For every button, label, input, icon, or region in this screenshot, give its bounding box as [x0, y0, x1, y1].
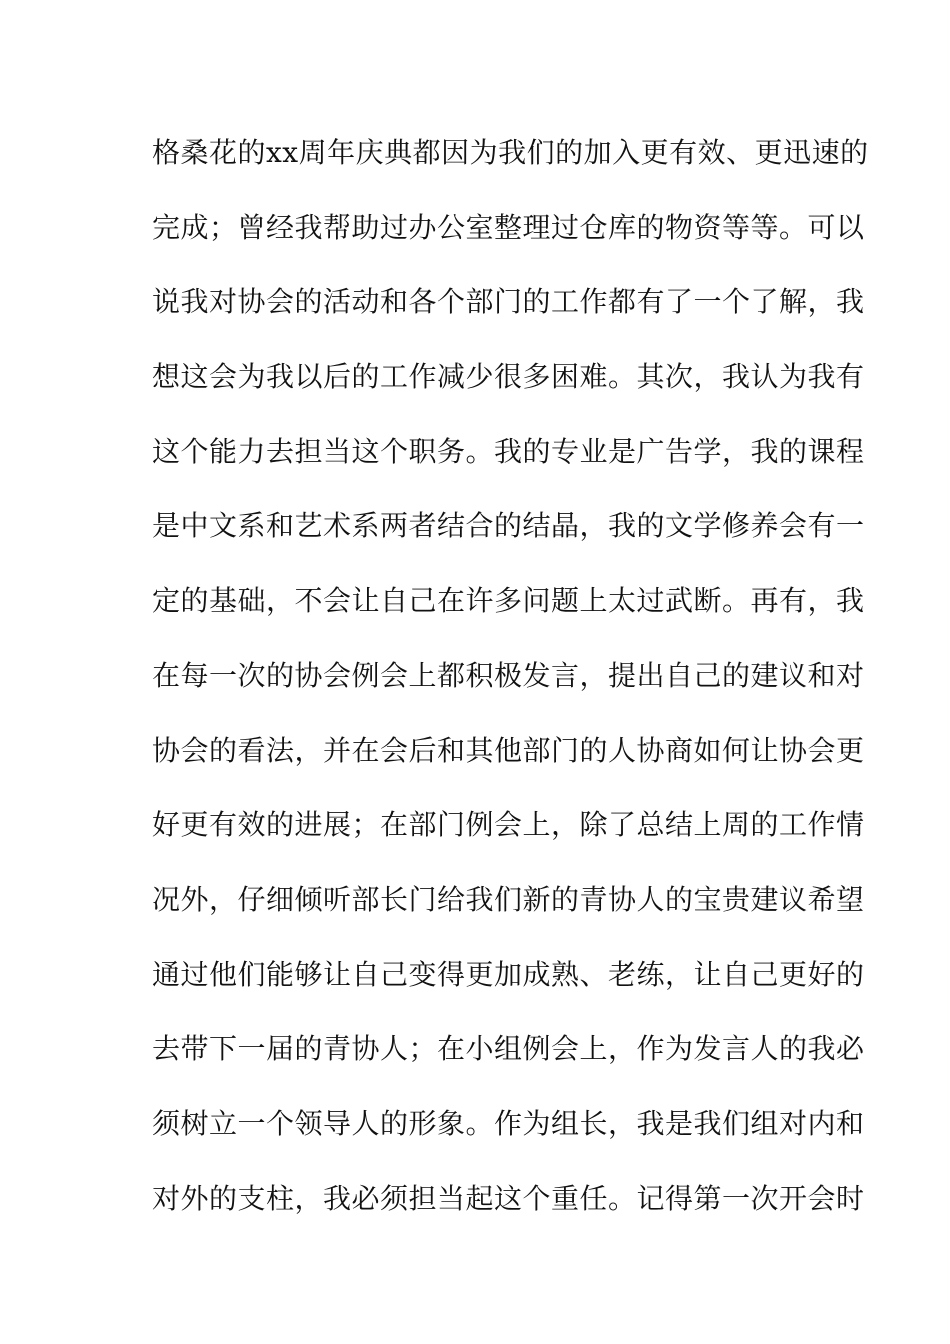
text-line: 须树立一个领导人的形象。作为组长，我是我们组对内和 [152, 1106, 865, 1140]
text-line: 通过他们能够让自己变得更加成熟、老练，让自己更好的 [152, 957, 865, 991]
text-line: 格桑花的xx周年庆典都因为我们的加入更有效、更迅速的 [152, 136, 869, 169]
text-line: 好更有效的进展；在部门例会上，除了总结上周的工作情 [152, 808, 865, 842]
text-line: 完成；曾经我帮助过办公室整理过仓库的物资等等。可以 [152, 210, 865, 244]
text-line: 想这会为我以后的工作减少很多困难。其次，我认为我有 [152, 360, 865, 394]
text-line: 说我对协会的活动和各个部门的工作都有了一个了解，我 [152, 285, 865, 319]
text-line: 定的基础，不会让自己在许多问题上太过武断。再有，我 [152, 584, 865, 618]
text-line: 协会的看法，并在会后和其他部门的人协商如何让协会更 [152, 733, 865, 767]
text-line: 是中文系和艺术系两者结合的结晶，我的文学修养会有一 [152, 509, 865, 543]
text-line: 去带下一届的青协人；在小组例会上，作为发言人的我必 [152, 1032, 865, 1066]
text-line: 在每一次的协会例会上都积极发言，提出自己的建议和对 [152, 658, 865, 692]
text-line: 况外，仔细倾听部长门给我们新的青协人的宝贵建议希望 [152, 882, 865, 916]
body-text [152, 133, 869, 1253]
text-line: 对外的支柱，我必须担当起这个重任。记得第一次开会时 [152, 1181, 865, 1215]
text-line: 这个能力去担当这个职务。我的专业是广告学，我的课程 [152, 434, 865, 468]
